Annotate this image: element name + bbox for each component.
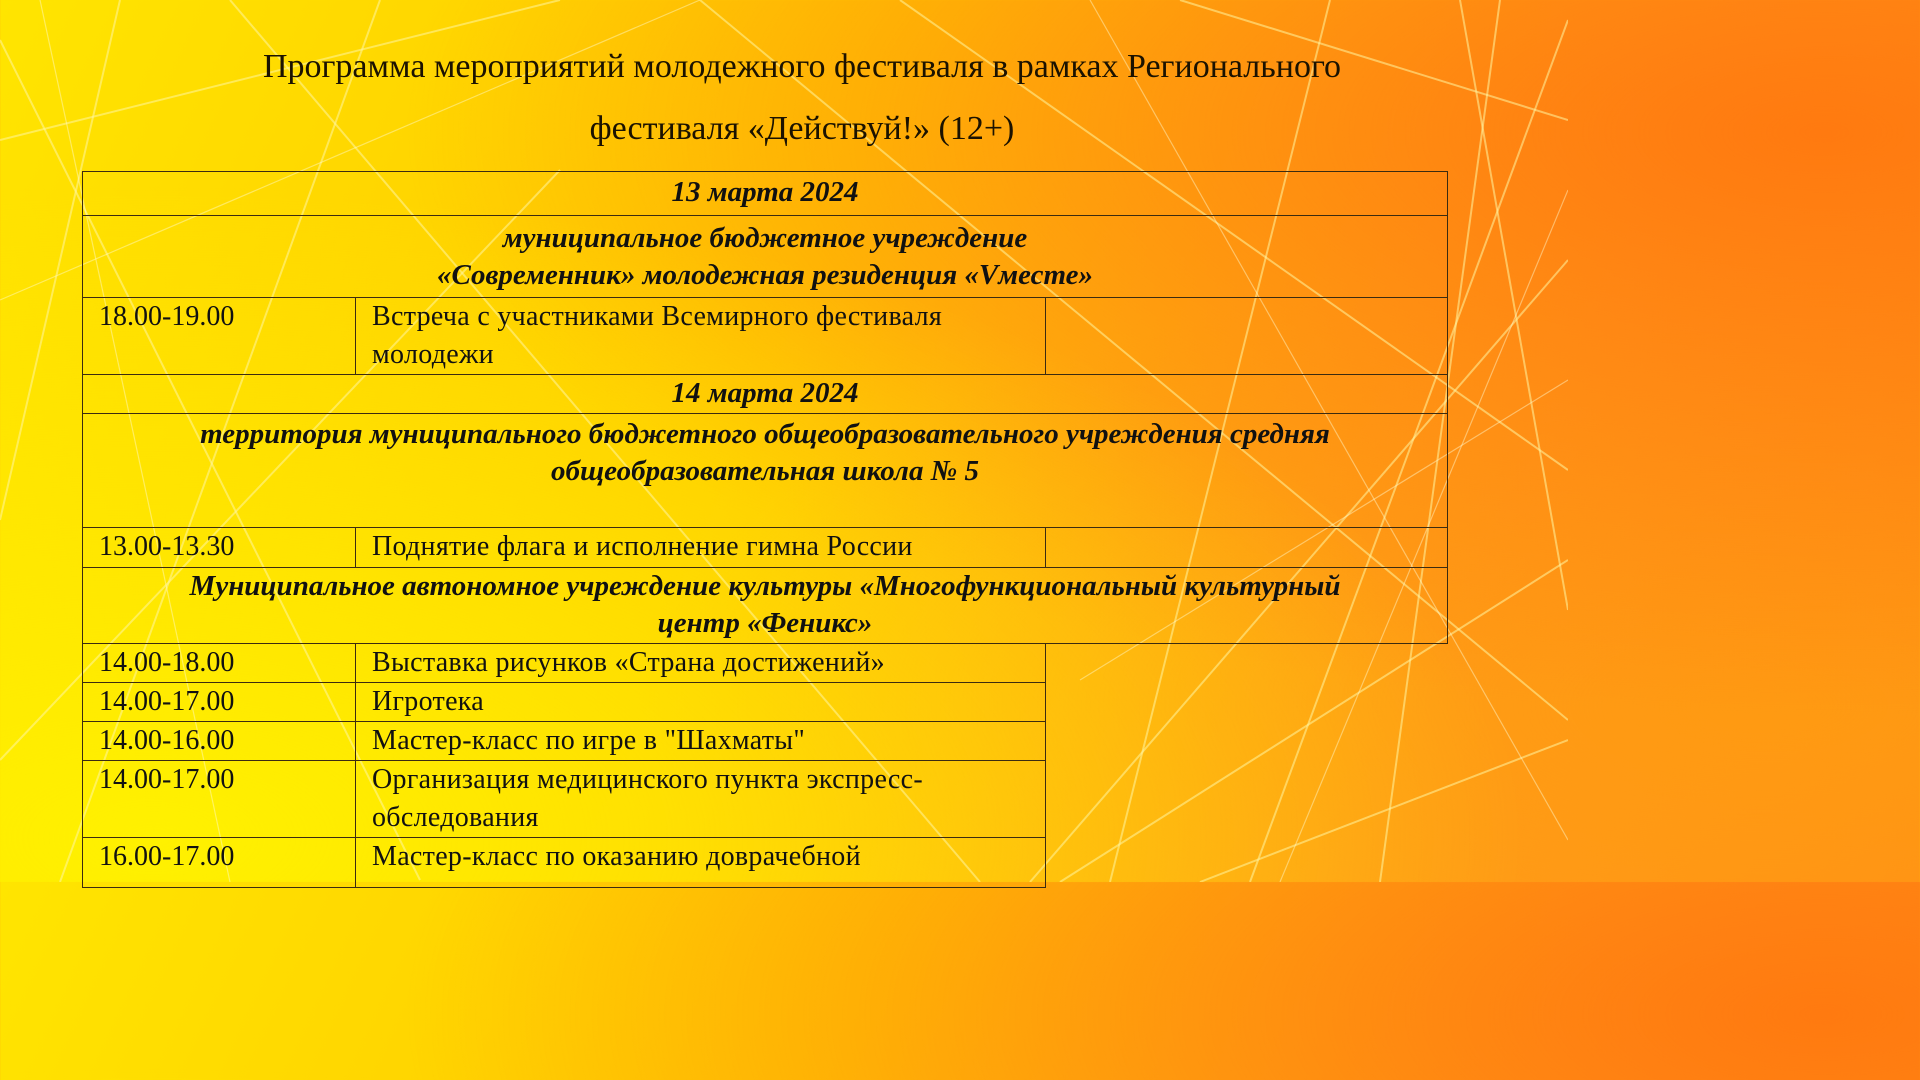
venue-line-1: Муниципальное автономное учреждение культуры «Многофункциональный культурный: [189, 570, 1341, 602]
table-row: [83, 722, 1448, 761]
venue-header: [83, 568, 1448, 644]
table-row: [83, 644, 1448, 683]
event-time: 14.00-17.00: [83, 683, 356, 722]
event-time: 14.00-16.00: [83, 722, 356, 761]
table-row: [83, 761, 1448, 838]
table-row: [83, 298, 1448, 375]
date-label: 13 марта 2024: [671, 176, 859, 208]
event-title: Игротека: [356, 683, 1046, 722]
date-label: 14 марта 2024: [671, 377, 859, 409]
schedule-table: [82, 171, 1448, 888]
table-row: [83, 528, 1448, 568]
page-title: [100, 36, 1504, 160]
table-row: [83, 683, 1448, 722]
title-line-1: Программа мероприятий молодежного фестиваля в рамках Регионального: [262, 48, 1342, 85]
event-time: 13.00-13.30: [83, 528, 356, 568]
empty-cell: [1046, 528, 1448, 568]
table-row: [83, 838, 1448, 888]
event-title: Организация медицинского пункта экспресс-обследования: [356, 761, 1046, 838]
event-title: Поднятие флага и исполнение гимна России: [356, 528, 1046, 568]
event-time: 14.00-17.00: [83, 761, 356, 838]
empty-cell: [1046, 298, 1448, 375]
date-header: [83, 375, 1448, 414]
event-title: Выставка рисунков «Страна достижений»: [356, 644, 1046, 683]
venue-line-1: муниципальное бюджетное учреждение: [502, 222, 1028, 254]
venue-header: [83, 216, 1448, 298]
event-time: 18.00-19.00: [83, 298, 356, 375]
venue-line-2: общеобразовательная школа № 5: [551, 455, 979, 487]
event-title: Встреча с участниками Всемирного фестиваля молодежи: [356, 298, 1046, 375]
title-line-2: фестиваля «Действуй!» (12+): [589, 110, 1015, 147]
venue-line-1: территория муниципального бюджетного общеобразовательного учреждения средняя: [200, 418, 1330, 450]
event-title: Мастер-класс по игре в "Шахматы": [356, 722, 1046, 761]
venue-line-2: центр «Феникс»: [657, 607, 873, 639]
venue-header: [83, 414, 1448, 528]
event-title: Мастер-класс по оказанию доврачебной: [356, 838, 1046, 888]
event-time: 16.00-17.00: [83, 838, 356, 888]
event-time: 14.00-18.00: [83, 644, 356, 683]
date-header: [83, 172, 1448, 216]
venue-line-2: «Современник» молодежная резиденция «Vместе»: [436, 259, 1094, 291]
